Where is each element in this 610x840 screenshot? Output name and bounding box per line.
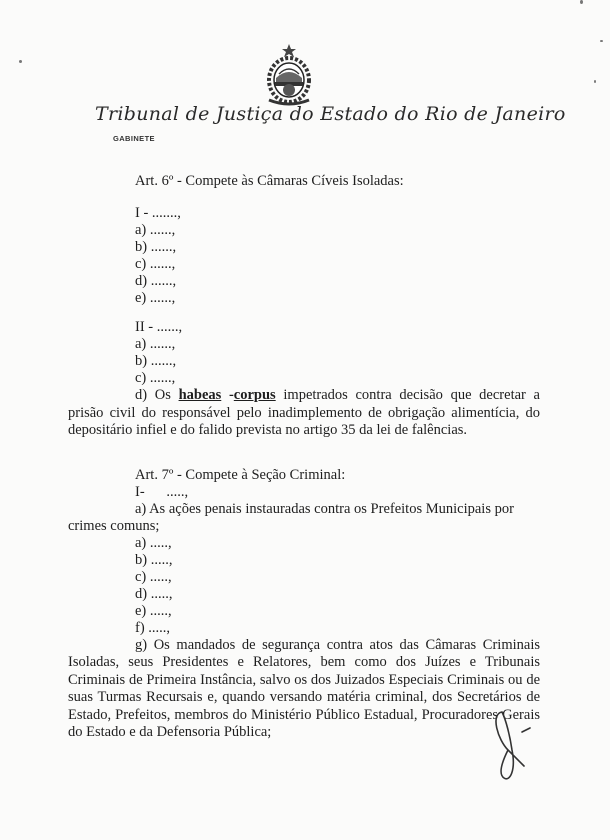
art7-section-I: I- ....., [135,483,189,500]
art7-item: a) ....., [135,534,172,551]
art6-I-item: b) ......, [135,239,177,255]
art7-item: c) ....., [135,568,172,585]
art6-I-item: a) ......, [135,222,176,238]
art6-section-II: II - ......, [135,319,183,335]
art7-item-a-line1: a) As ações penais instauradas contra os Prefeitos Municipais por [135,500,514,517]
art7-item: e) ....., [135,602,172,619]
art6-I-item: c) ......, [135,256,176,272]
scan-speck [580,0,583,4]
art7-item-g-rest: Isoladas, seus Presidentes e Relatores, bem como dos Juízes e Tribunais Criminais de Primeira Instância, salvo os dos Juizados Especiais Criminais ou de suas Turmas Recursais e, quando versando matéria criminal, dos Secretários de Estado, Prefeitos, membros do Ministério Público Estadual, Procuradores Gerais do Estado e da Defensoria Pública; [68,654,540,740]
spacer [68,440,540,467]
document-body [68,173,540,742]
court-name: Tribunal de Justiça do Estado do Rio de Janeiro [95,103,566,125]
habeas-term: habeas [178,387,222,403]
term-separator: - [221,387,234,403]
item-d-line1-rest: impetrados contra decisão que decretar a [275,387,540,403]
art6-II-item: b) ......, [135,353,177,369]
art7-item: d) ....., [135,585,173,602]
coat-of-arms-icon [255,42,323,108]
scan-speck [600,40,603,42]
art6-II-item: a) ......, [135,336,176,352]
art6-heading: Art. 6º - Compete às Câmaras Cíveis Isoladas: [135,173,404,189]
art6-II-item-d [68,387,540,440]
art7-item: b) ....., [135,551,173,568]
scan-speck [19,60,22,63]
art6-I-item: e) ......, [135,290,176,306]
scan-speck [594,80,596,83]
art7-item-g-line1: g) Os mandados de segurança contra atos das Câmaras Criminais [135,636,540,653]
corpus-term: corpus [233,387,276,403]
spacer [68,307,540,319]
art6-II-item: c) ......, [135,370,176,386]
art7-heading: Art. 7º - Compete à Seção Criminal: [135,466,346,483]
art6-section-I: I - ......., [135,205,181,221]
art6-II-item-d-continuation: prisão civil do responsável pelo inadimplemento de obrigação alimentícia, do depositário infiel e do falido prevista no artigo 35 da lei de falências. [68,404,540,438]
spacer [68,190,540,205]
art6-I-item: d) ......, [135,273,177,289]
department-label: GABINETE [113,134,155,143]
item-d-prefix: d) Os [135,387,179,403]
handwritten-initial-icon [480,700,570,790]
art7-item: f) ....., [135,619,171,636]
art7-item-a-line2: crimes comuns; [68,517,160,534]
art7-item-g [68,637,540,742]
